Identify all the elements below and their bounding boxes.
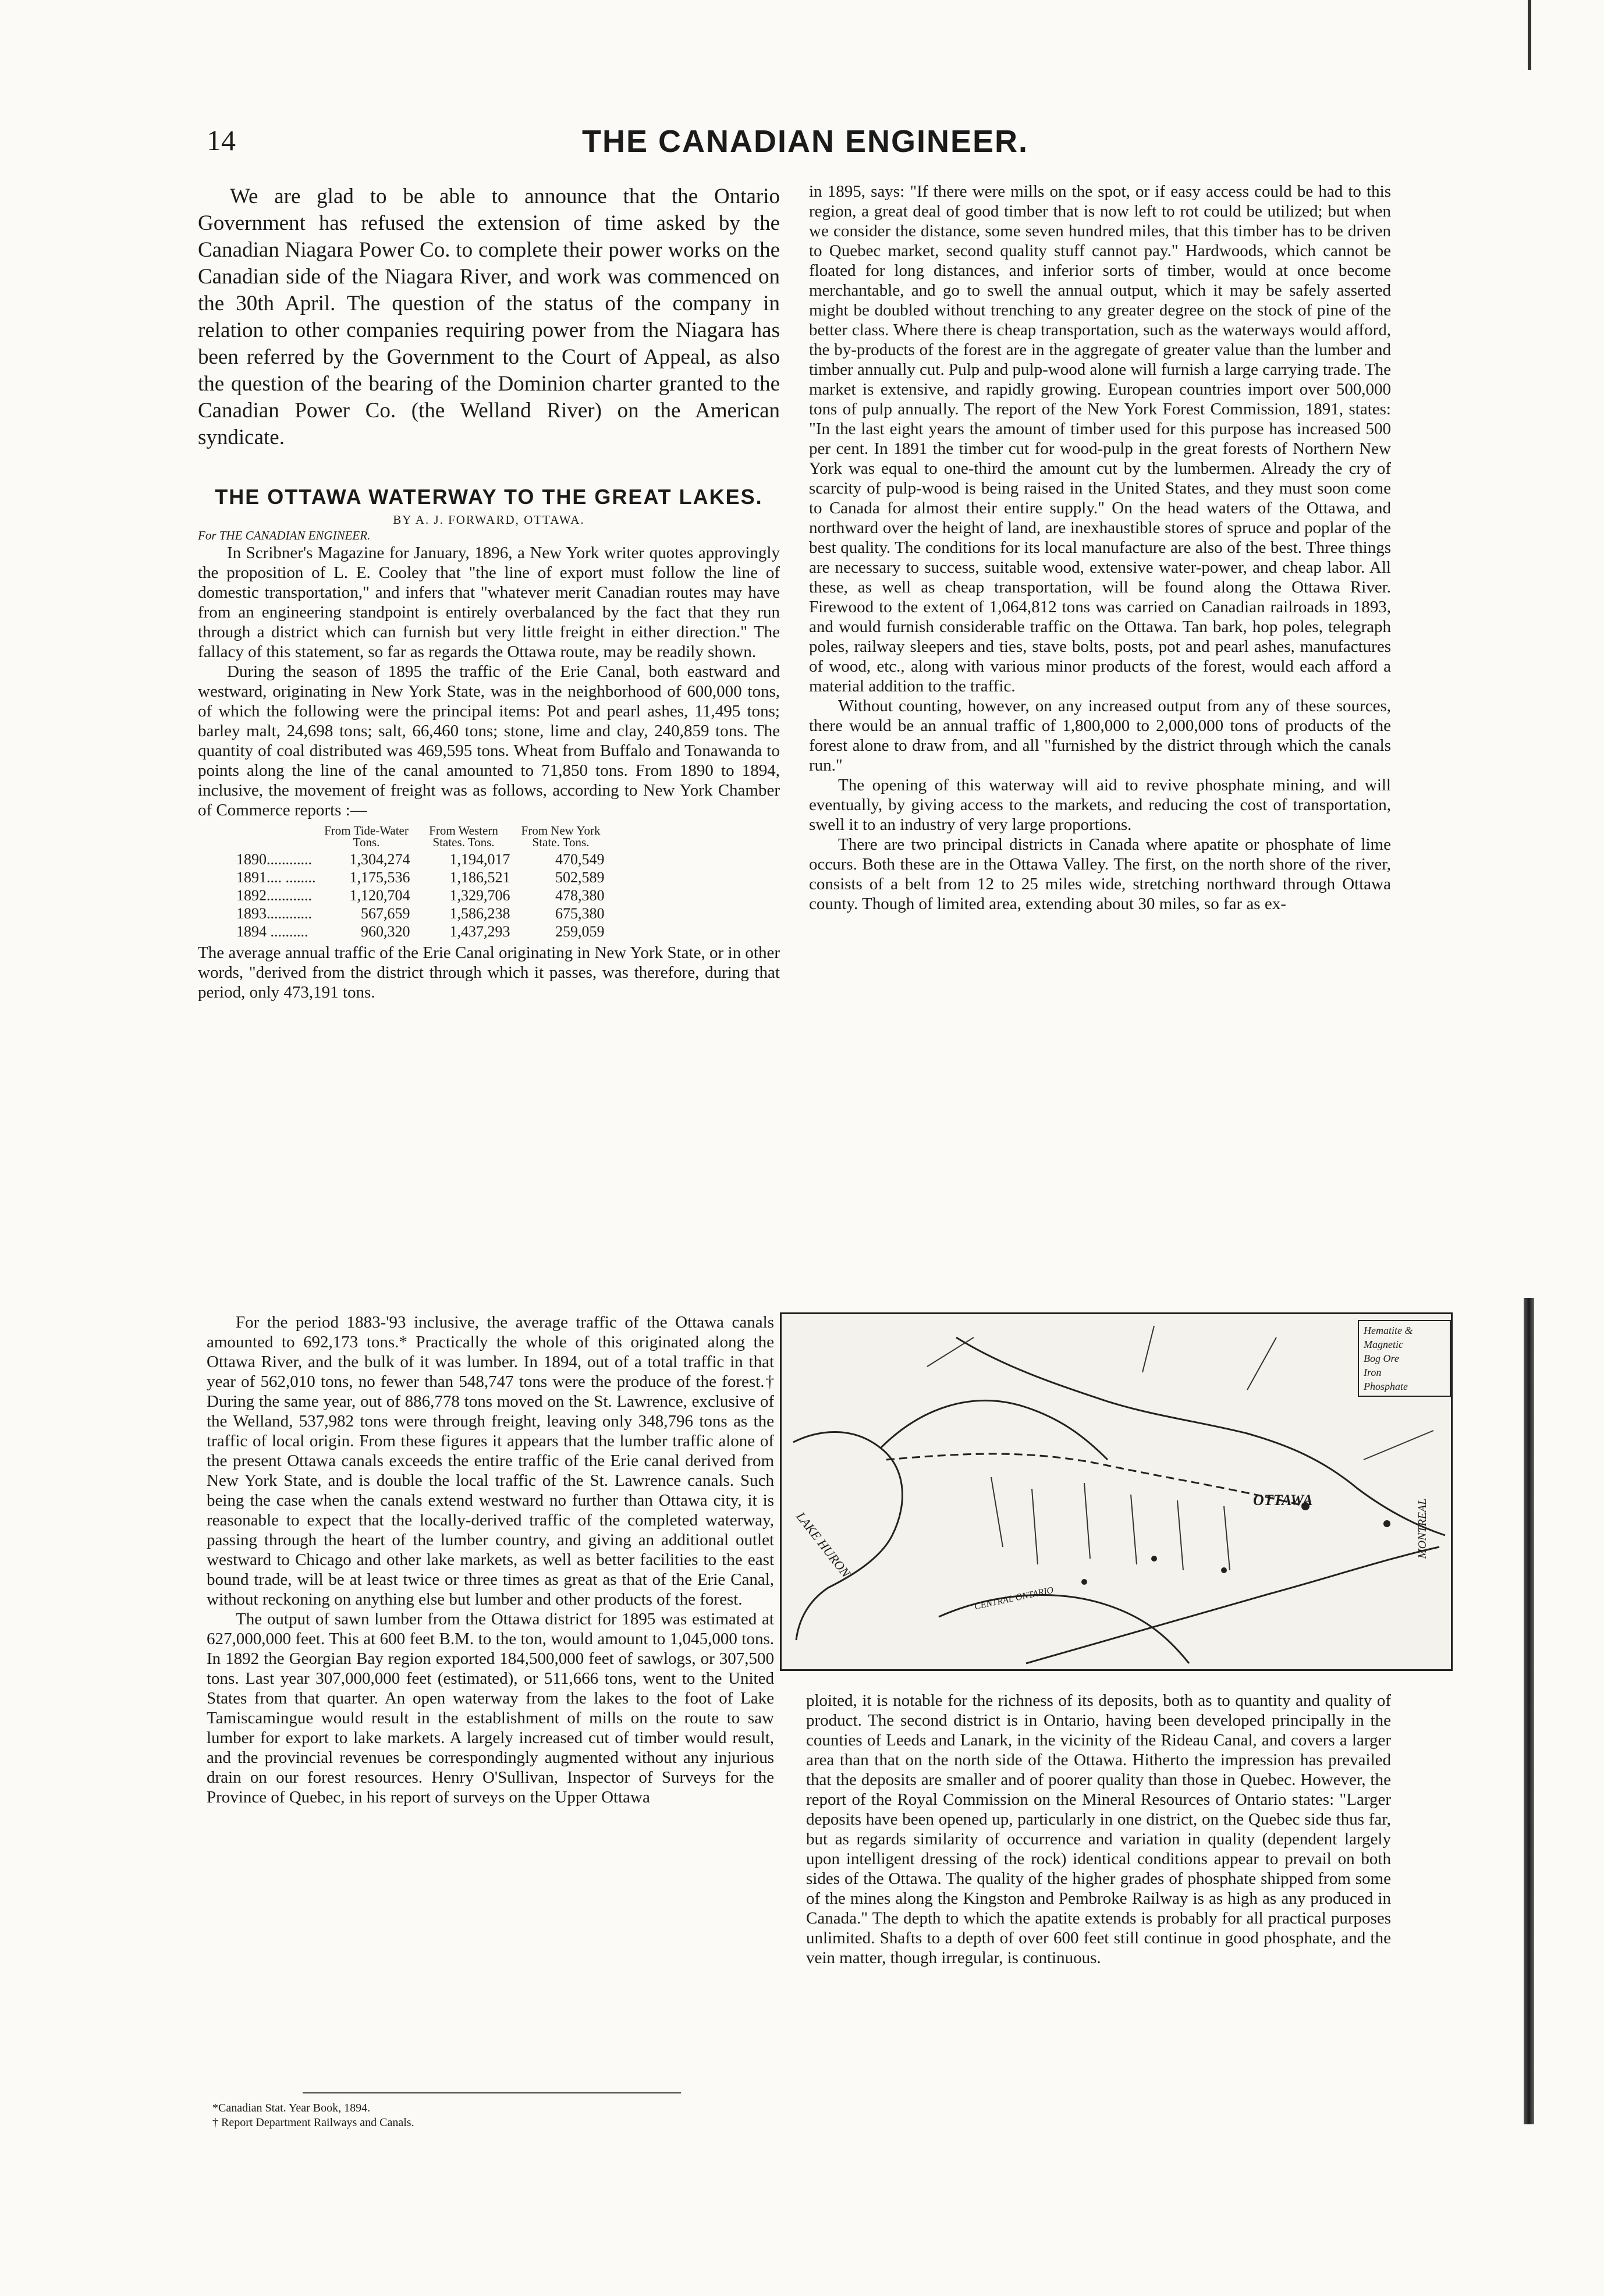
table-cell: 478,380 (555, 887, 605, 904)
freight-table (233, 825, 608, 941)
ottawa-waterway-map (780, 1312, 1453, 1671)
binding-edge-top (1528, 0, 1531, 70)
body-paragraph: The output of sawn lumber from the Ottawa district for 1895 was estimated at 627,000,000 feet. This at 600 feet B.M. to the ton, would amount to 1,045,000 tons. In 1892 the Georgian Bay region exported 184,500,000 feet of sawlogs, or 307,500 tons. Last year 307,000,000 feet (estimated), or 511,666 tons, went to the United States from that quarter. An open waterway from the lakes to the foot of Lake Tamiscamingue would result in the establishment of mills on the route to saw lumber for export to lake markets. A largely increased cut of timber would result, and the provincial revenues be correspondingly augmented without any injurious drain on our forest resources. Henry O'Sullivan, Inspector of Surveys for the Province of Quebec, in his report of surveys on the Upper Ottawa (207, 1610, 774, 1807)
for-line: For THE CANADIAN ENGINEER. (198, 528, 371, 542)
body-paragraph: There are two principal districts in Canada where apatite or phosphate of lime occurs. Both these are in the Ottawa Valley. The first, on the north shore of the river, consists of a belt from 12 to 25 miles wide, stretching northward through Ottawa county. Though of limited area, extending about 30 miles, so far as ex- (809, 835, 1391, 913)
georgian-bay-shoreline (881, 1400, 1108, 1460)
legend-item: Phosphate (1364, 1381, 1408, 1392)
left-column-lower (207, 1312, 774, 1807)
legend-item: Bog Ore (1364, 1353, 1399, 1364)
footnote: † Report Department Railways and Canals. (212, 2116, 414, 2129)
legend-item: Magnetic (1364, 1339, 1403, 1350)
body-paragraph: Without counting, however, on any increased output from any of these sources, there would be an annual traffic of 1,800,000 to 2,000,000 tons of products of the forest alone to draw from, and all "furnished by the district through which the canals run." (809, 697, 1391, 775)
map-label-montreal: MONTREAL (1416, 1498, 1429, 1559)
body-paragraph: For the period 1883-'93 inclusive, the average traffic of the Ottawa canals amounted to 692,173 tons.* Practically the whole of this originated along the Ottawa River, and the bulk of it was lumber. In 1894, out of a total traffic in that year of 562,010 tons, no fewer than 548,747 tons were the produce of the forest.† During the same year, out of 886,778 tons moved on the St. Lawrence, exclusive of the Welland, 537,982 tons were through freight, leaving only 348,796 tons as the traffic of local origin. From these figures it appears that the lumber traffic alone of the present Ottawa canals exceeds the entire traffic of the Erie canal derived from New York State, and is double the local traffic of the St. Lawrence canals. Such being the case when the canals extend westward no further than Ottawa city, it is reasonable to expect that the locally-derived traffic of the completed waterway, passing through the heart of the lumber country, and giving an additional outlet westward to Chicago and other lake markets, as well as better facilities to the east bound trade, will be at least twice or three times as great as that of the Erie Canal, without reckoning on anything else but lumber and other products of the forest. (207, 1313, 774, 1609)
table-header: From Tide-Water Tons. (324, 824, 409, 849)
binding-edge (1524, 1298, 1534, 2124)
table-cell: 675,380 (555, 905, 605, 922)
article-title: THE OTTAWA WATERWAY TO THE GREAT LAKES. (215, 485, 763, 509)
table-cell: 1,304,274 (349, 851, 410, 868)
body-paragraph: The opening of this waterway will aid to revive phosphate mining, and will eventually, by giving access to the markets, and reducing the cost of transportation, swell it to an industry of very large proportions. (809, 776, 1391, 834)
table-cell: 1894 .......... (236, 923, 308, 940)
table-cell: 1,186,521 (449, 869, 510, 886)
table-row (233, 904, 608, 922)
table-cell: 502,589 (555, 869, 605, 886)
left-column (198, 183, 780, 1002)
table-row (233, 850, 608, 868)
table-header (233, 825, 320, 850)
table-row (233, 886, 608, 904)
table-row (233, 868, 608, 886)
table-header: From New York State. Tons. (521, 824, 601, 849)
table-cell: 1892............ (236, 887, 312, 904)
footnote-rule (303, 2092, 681, 2093)
running-title: THE CANADIAN ENGINEER. (582, 124, 1029, 159)
byline: BY A. J. FORWARD, OTTAWA. (393, 513, 585, 527)
table-cell: 1890............ (236, 851, 312, 868)
body-paragraph: in 1895, says: "If there were mills on the spot, or if easy access could be had to this region, a great deal of good timber that is now left to rot could be utilized; but when we consider the distance, some seven hundred miles, that this timber has to be driven to Quebec market, second quality stuff cannot pay." Hardwoods, which cannot be floated for long distances, and inferior sorts of timber, would at once become merchantable, and go to swell the annual output, which it may be safely asserted might be doubled without trenching to any greater degree on the stock of pine of the better class. Where there is cheap transportation, such as the waterways would afford, the by-products of the forest are in the aggregate of greater value than the lumber and timber annually cut. Pulp and pulp-wood alone will furnish a large carrying trade. The market is extensive, and rapidly growing. European countries import over 500,000 tons of pulp annually. The report of the New York Forest Commission, 1891, states: "In the last eight years the amount of timber used for this purpose has increased 500 per cent. In 1891 the timber cut for wood-pulp in the great forests of Northern New York was equal to one-third the amount cut by the lumbermen. Already the cry of scarcity of pulp-wood is being raised in the United States, and they must soon come to Canada for almost their entire supply." On the head waters of the Ottawa, and northward over the height of land, are inexhaustible stores of spruce and poplar of the best quality. The conditions for its local manufacture are also of the best. Three things are necessary to success, suitable wood, extensive water-power, and cheap labor. All these, as well as cheap transportation, will be found along the Ottawa River. Firewood to the extent of 1,064,812 tons was carried on Canadian railroads in 1893, and would furnish considerable traffic on the Ottawa. Tan bark, hop poles, telegraph poles, railway sleepers and ties, stave bolts, posts, pot and pearl ashes, manufactures of wood, etc., along with various minor products of the forest, would each afford a material addition to the traffic. (809, 182, 1391, 695)
table-header: From Western States. Tons. (429, 824, 498, 849)
body-paragraph: During the season of 1895 the traffic of the Erie Canal, both eastward and westward, originating in New York State, was in the neighborhood of 600,000 tons, of which the following were the principal items: Pot and pearl ashes, 11,495 tons; barley malt, 24,698 tons; salt, 66,460 tons; stone, lime and clay, 240,859 tons. The quantity of coal distributed was 469,595 tons. Wheat from Buffalo and Tonawanda to points along the line of the canal amounted to 71,850 tons. From 1890 to 1894, inclusive, the movement of freight was as follows, according to New York Chamber of Commerce reports :— (198, 662, 780, 819)
table-cell: 567,659 (361, 905, 410, 922)
table-cell: 1,175,536 (349, 869, 410, 886)
page-number: 14 (207, 124, 236, 157)
footnote: *Canadian Stat. Year Book, 1894. (212, 2102, 371, 2114)
table-cell: 1893............ (236, 905, 312, 922)
waterway-route (886, 1454, 1305, 1506)
map-label-central-ontario: CENTRAL ONTARIO (973, 1585, 1055, 1612)
table-cell: 1,437,293 (449, 923, 510, 940)
intro-paragraph: We are glad to be able to announce that the Ontario Government has refused the extension of time asked by the Canadian Niagara Power Co. to complete their power works on the Canadian side of the Niagara River, and work was commenced on the 30th April. The question of the status of the company in relation to other companies requiring power from the Niagara has been referred by the Government to the Court of Appeal, as also the question of the bearing of the Dominion charter granted to the Canadian Power Co. (the Welland River) on the American syndicate. (198, 184, 780, 449)
st-lawrence-river (1026, 1547, 1439, 1663)
right-column-lower (806, 1691, 1391, 1968)
table-cell: 960,320 (361, 923, 410, 940)
footnotes (212, 2101, 736, 2130)
map-label-lake-huron: LAKE HURON (793, 1509, 854, 1580)
map-label-ottawa: OTTAWA (1253, 1492, 1313, 1509)
map-drawing (782, 1314, 1451, 1669)
body-paragraph: In Scribner's Magazine for January, 1896, a New York writer quotes approvingly the proposition of L. E. Cooley that "the line of export must follow the line of domestic transportation," and infers that "whatever merit Canadian routes may have from an engineering standpoint is entirely overbalanced by the fact that they run through a district which can furnish but very little freight in either direction." The fallacy of this statement, so far as regards the Ottawa route, may be readily shown. (198, 544, 780, 661)
table-cell: 259,059 (555, 923, 605, 940)
table-cell: 470,549 (555, 851, 605, 868)
table-cell: 1891.... ........ (236, 869, 316, 886)
table-cell: 1,329,706 (449, 887, 510, 904)
table-cell: 1,586,238 (449, 905, 510, 922)
table-row (233, 922, 608, 941)
right-column (809, 182, 1391, 914)
body-paragraph: The average annual traffic of the Erie Canal originating in New York State, or in other words, "derived from the district through which it passes, was therefore, during that period, only 473,191 tons. (198, 943, 780, 1002)
map-legend (1358, 1320, 1451, 1397)
legend-item: Hematite & (1364, 1325, 1413, 1336)
table-cell: 1,120,704 (349, 887, 410, 904)
table-cell: 1,194,017 (449, 851, 510, 868)
table-header-row (233, 825, 608, 850)
body-paragraph: ploited, it is notable for the richness of its deposits, both as to quantity and quality of product. The second district is in Ontario, having been developed principally in the counties of Leeds and Lanark, in the vicinity of the Rideau Canal, and covers a larger area than that on the north side of the Ottawa. Hitherto the impression has prevailed that the deposits are smaller and of poorer quality than those in Quebec. However, the report of the Royal Commission on the Mineral Resources of Ontario states: "Larger deposits have been opened up, particularly in one district, on the Quebec side thus far, but as regards similarity of occurrence and variation in quality (dependent largely upon intelligent dressing of the rock) identical conditions appear to prevail on both sides of the Ottawa. The quality of the higher grades of phosphate shipped from some of the mines along the Kingston and Pembroke Railway is as high as any produced in Canada." The depth to which the apatite extends is probably for all practical purposes unlimited. Shafts to a depth of over 600 feet still continue in good phosphate, and the vein matter, though irregular, is continuous. (806, 1691, 1391, 1967)
legend-item: Iron (1364, 1367, 1382, 1378)
